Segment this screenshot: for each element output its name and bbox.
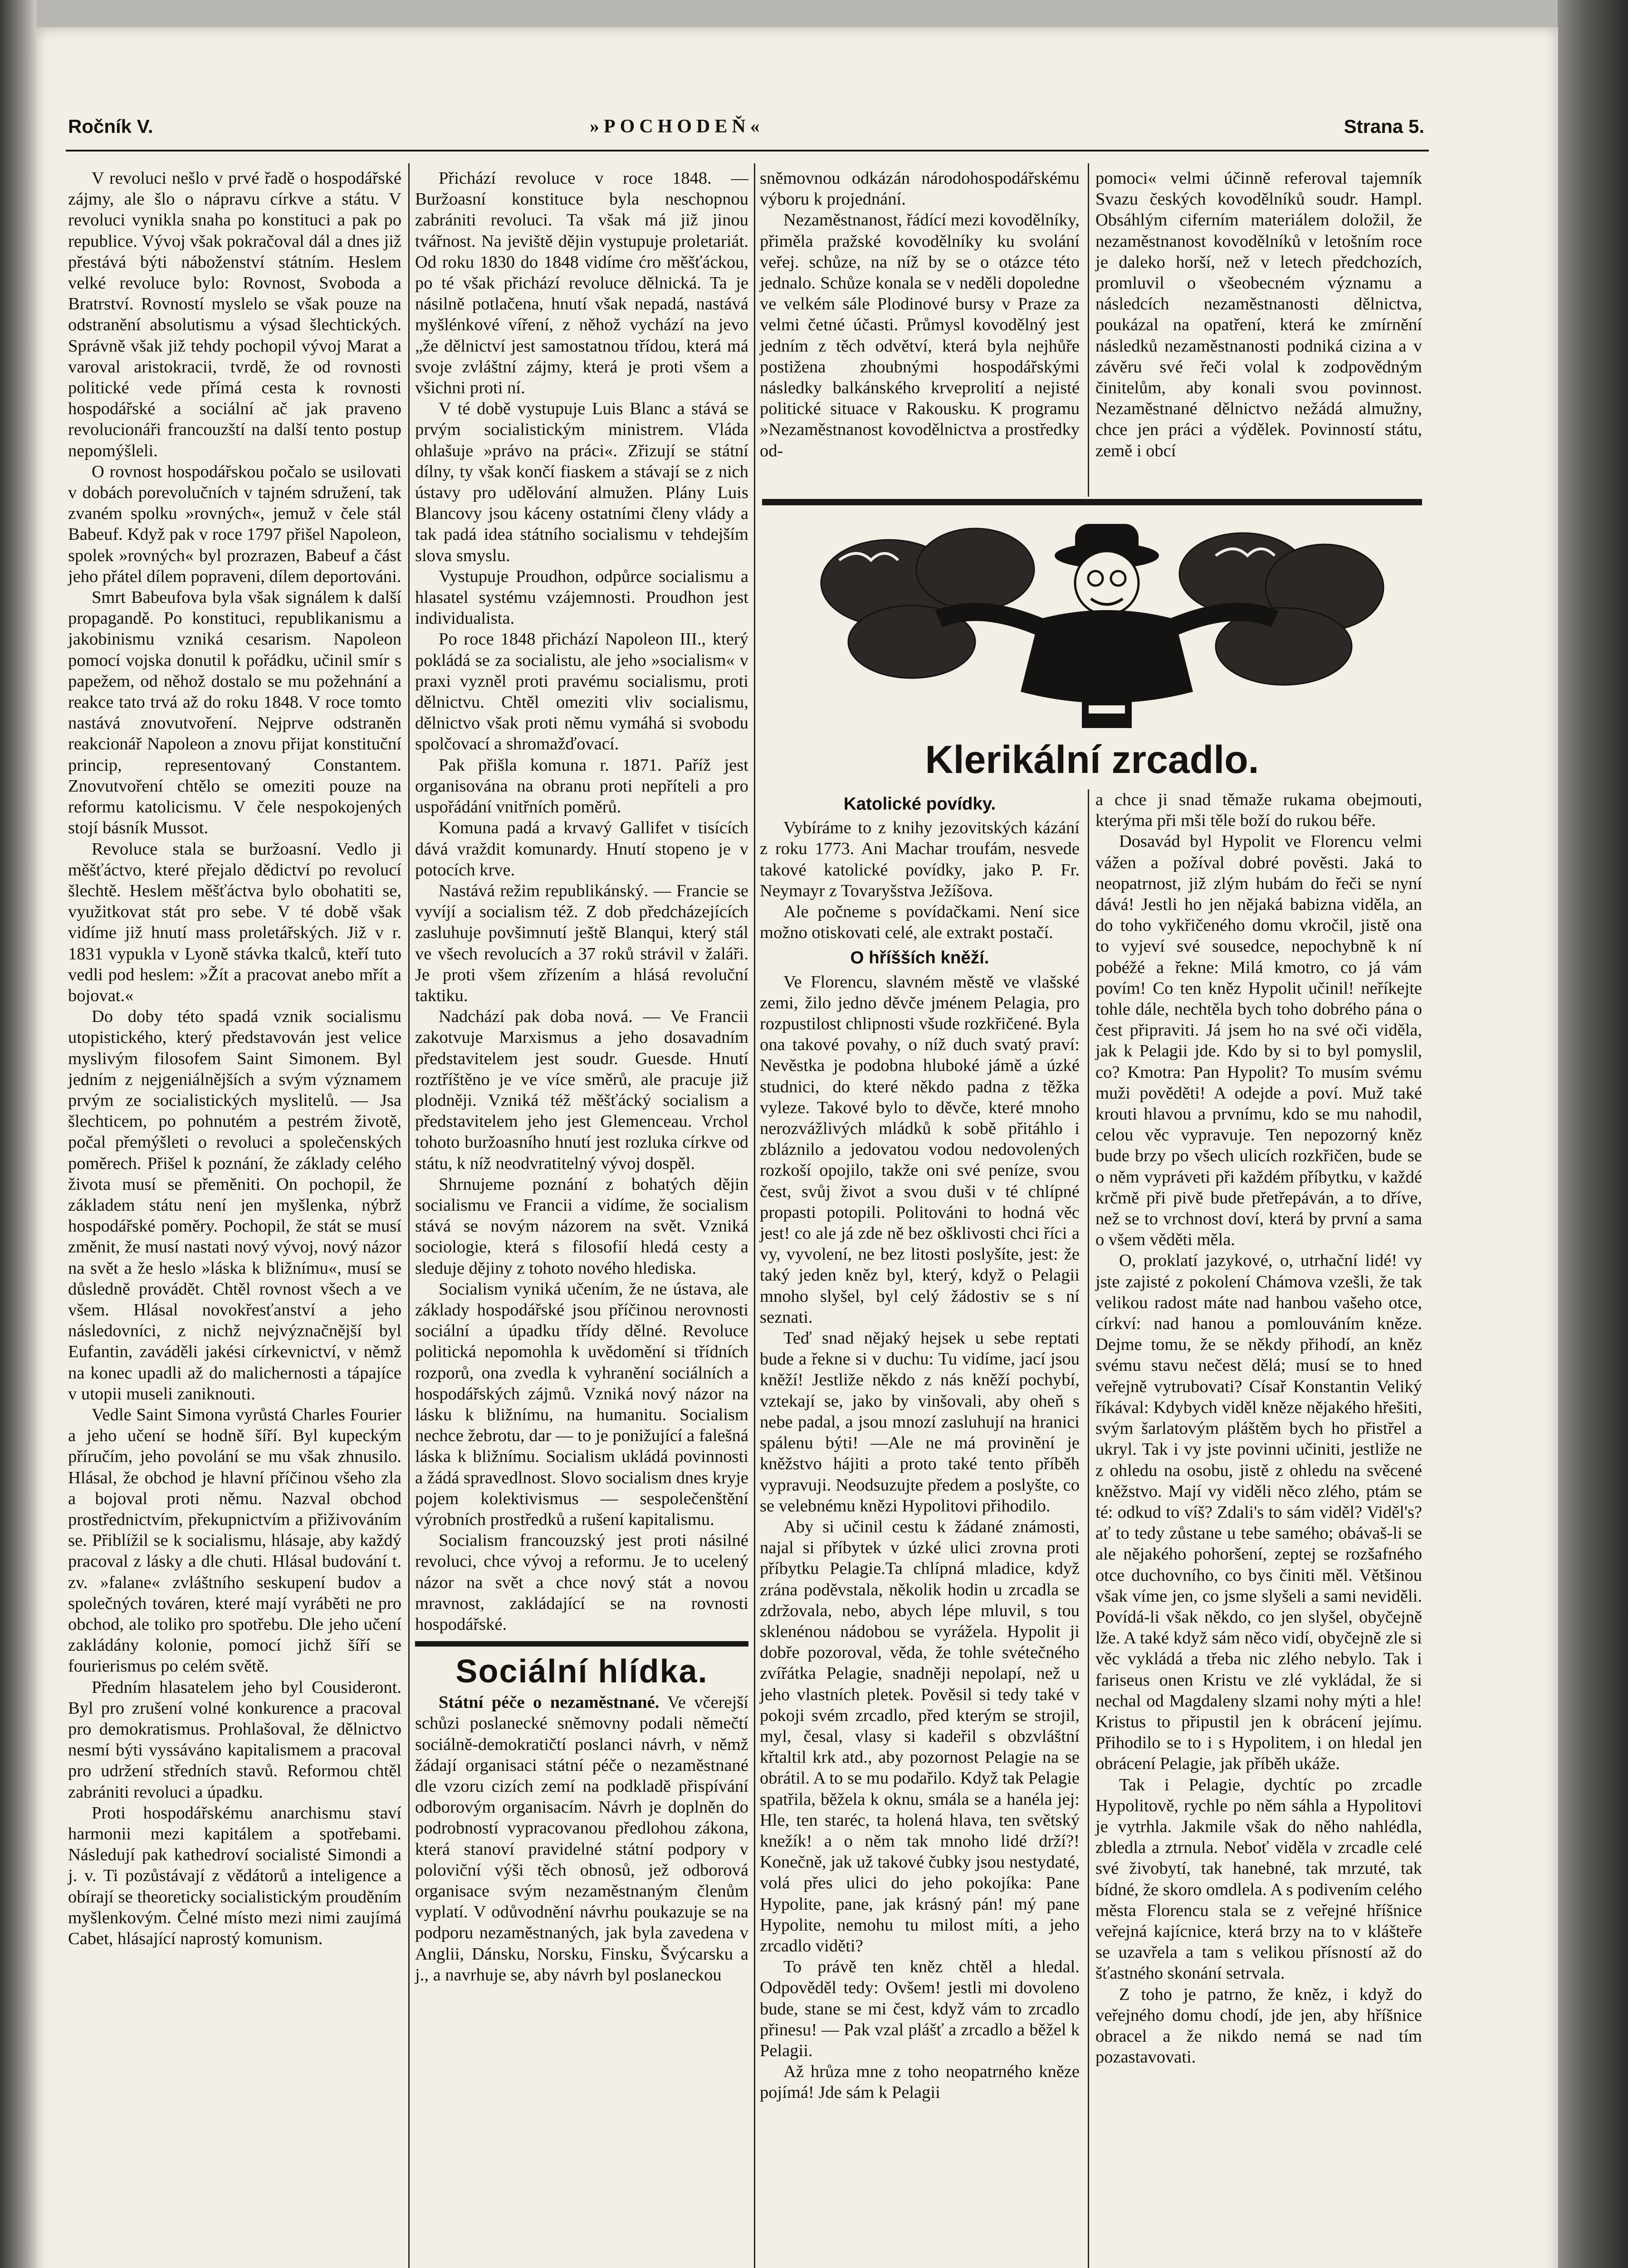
paragraph-text: Ve včerejší schůzi poslanecké sněmovny podali němečtí sociálně-demokratičtí poslanci návrh, v němž žádají organisaci státní péče o nezaměstnané dle vzoru cizích zemí na podkladě přispívání odborovým organisacím. Návrh je doplněn do podrobností vypracovanou předlohou zákona, která stanoví pravidelné státní podpory v poloviční výši těch obnosů, jež odborová organisace svým nezaměstnaným členům vyplatí. V odůvodnění návrhu poukazuje se na podporu nezaměstnaných, jak byla zavedena v Anglii, Dánsku, Norsku, Finsku, Švýcarsku a j., a navrhuje se, aby návrh byl poslaneckou xyxy=(415,1693,748,1984)
section-rule xyxy=(762,499,1422,505)
paragraph: Dosavád byl Hypolit ve Florencu velmi vážen a požíval dobré pověsti. Jaká to neopatrnost, již zlým hubám do řeči se nyní dává! Jestli ho jen nějaká babizna viděla, an do toho vykřičeného domu vkročil, jistě ona to vyjeví své sousedce, nepochybně k ní pobéžé a řekne: Milá kmotro, co já vám povím! Co ten kněz Hypolit učinil! neříkejte tohle dále, nechtěla bych toho dobrého pána o čest připraviti. Já jsem ho na své oči viděla, jak k Pelagii jde. Kdo by si to byl pomyslil, co? Kmotra: Pan Hypolit? To musím svému muži pověděti! A odejde a poví. Muž také krouti hlavou a prvnímu, kdo se mu nahodil, celou věc vypravuje. Ten nepozorný kněz bude brzy po všech ulicích rozkřičen, bude se o něm vypráveti při každém příbytku, v každé krčmě při pivě bude přetřepáván, a to dříve, než se to vrchnost doví, která by první a sama o všem věděti měla. xyxy=(1095,832,1422,1250)
story-title: O hříšších kněží. xyxy=(850,948,989,968)
story-column-3 xyxy=(760,789,1080,2103)
paragraph: Nadchází pak doba nová. — Ve Francii zakotvuje Marxismus a jeho dosavadním představitelem jest soudr. Guesde. Hnutí roztříštěno je ve více směrů, ale pracuje již plodněji. Vzniká též měšťácký socialism a představitelem jeho jest Glemenceau. Vrchol tohoto buržoasního hnutí jest rozluka církve od státu, k níž neodvratitelný vývoj dospěl. xyxy=(415,1007,748,1173)
column-divider xyxy=(1088,163,1089,497)
paragraph: Z toho je patrno, že kněz, i když do veřejného domu chodí, jde jen, aby hříšnice obracel a že nikdo nemá se nad tím pozastavovati. xyxy=(1095,1984,1422,2067)
paragraph: Teď snad nějaký hejsek u sebe reptati bude a řekne si v duchu: Tu vidíme, jací jsou kněží! Jestliže někdo z nás kněží pochybí, vztekají se, jako by vinšovali, aby oheň s nebe padal, a jsou mnozí zasluhují na hranici spálenu býti! —Ale ne má provinění je kněžstvo hájiti a proto také tento příběh vypravuji. Neodsuzujte předem a poslyšte, co se velebnému knězi Hypolitovi přihodilo. xyxy=(760,1329,1080,1515)
paragraph: Aby si učinil cestu k žádané známosti, najal si příbytek v úzké ulici zrovna proti příbytku Pelagie.Ta chlípná mladice, když zrána poděvstala, několik hodin u zrcadla se zdržovala, nebo, abych lépe mluvil, s tou sklenénou nádobou se vyrážela. Hypolit ji dobře pozoroval, věda, že tohle svétečného zvířátka Pelagie, snadněji nepolapí, než u jeho vlastních pletek. Pověsil si tedy také v pokoji svém zrcadlo, před kterým se strojil, myl, česal, vlasy si kadeřil s obzvláštní křtaltil krk atd., aby pozornost Pelagie na se obrátil. A to se mu podařilo. Když tak Pelagie spatřila, běžela k oknu, smála se a hanéla jej: Hle, ten staréc, ta holená hlava, ten světský knežík! a o něm tak mnoho lidé drží?! Konečně, jak už takové čubky jsou nestydaté, volá přes ulici do jeho pokojíka: Pane Hypolite, pane, jak krásný pán! mý pane Hypolite, nemohu tu milost míti, a jeho zrcadlo viděti? xyxy=(760,1517,1080,1955)
paragraph: Ale počneme s povídačkami. Není sice možno otiskovati celé, ale extrakt postačí. xyxy=(760,902,1080,943)
column-divider xyxy=(1088,789,1089,2268)
article-column-2 xyxy=(415,168,748,1985)
news-column-3 xyxy=(760,168,1080,461)
column-divider xyxy=(754,163,755,2268)
page-header xyxy=(68,116,1424,143)
section-title-socialni-hlidka: Sociální hlídka. xyxy=(455,1653,708,1690)
paragraph: Po roce 1848 přichází Napoleon III., který pokládá se za socialistu, ale jeho »socialism« v praxi vyzněl proti pravému socialismu, proti dělnictvu. Chtěl omeziti vliv socialismu, dělnictvo však proti němu vymáhá si svobodu spolčovací a shromažďovací. xyxy=(415,630,748,754)
paragraph: To právě ten kněz chtěl a hledal. Odpověděl tedy: Ovšem! jestli mi dovoleno bude, stane se mi čest, když vám to zrcadlo přinesu! — Pak vzal plášť a zrcadlo a běžel k Pelagii. xyxy=(760,1957,1080,2060)
paragraph: Tak i Pelagie, dychtíc po zrcadle Hypolitově, rychle po něm sáhla a Hypolitovi je vytrhla. Jakmile však do něho nahlédla, zbledla a ztrnula. Neboť viděla v zrcadle celé své živobytí, tak hanebné, tak mrzuté, tak bídné, že skoro omdlela. A s podivením celého města Florencu stala se z veřejné hříšnice veřejná kajícnice, která brzy na to v klášteře se uzavřela a tam s velikou přísností až do šťastného skonání setrvala. xyxy=(1095,1775,1422,1983)
paragraph xyxy=(415,1692,748,1985)
paragraph: V té době vystupuje Luis Blanc a stává se prvým socialistickým ministrem. Vláda ohlašuje »právo na práci«. Zřizují se státní dílny, ty však končí fiaskem a stávají se z nich ústavy pro udělování almužen. Plány Luis Blancovy jsou káceny ostatními členy vlády a tak padá idea státního socialismu v tehdejším slova smyslu. xyxy=(415,399,748,565)
paragraph: pomoci« velmi účinně referoval tajemník Svazu českých kovodělníků soudr. Hampl. Obsáhlým ciferním materiálem doložil, že nezaměstnanost kovodělníků v letošním roce je daleko horší, než v letech předchozích, promluvil o všeobecném významu a následcích nezaměstnanosti dělnictva, poukázal na opatření, která ke zmírnění následků nezaměstnanosti podniká cizina a v závěru své řeči volal k zodpovědným činitelům, aby konali svou povinnost. Nezaměstnané dělnictvo nežádá almužny, chce jen práci a výdělek. Povinností státu, země i obcí xyxy=(1095,169,1422,460)
paragraph: Nezaměstnanost, řádící mezi kovodělníky, přiměla pražské kovodělníky ku svolání veřej. schůze, na níž by se o otázce této jednalo. Schůze konala se v neděli dopoledne ve velkém sále Plodinové bursy v Praze za velmi četné účasti. Průmysl kovodělný jest jedním z těch odvětví, která byla nejhůře postižena zhoubnými hospodářskými následky balkánského krveprolití a nejisté politické situace v Rakousku. K programu »Nezaměstnanost kovodělnictva a prostředky od- xyxy=(760,210,1080,460)
scan-edge-left xyxy=(0,0,36,2268)
paragraph: Socialism francouzský jest proti násilné revoluci, chce vývoj a reformu. Je to ucelený názor na svět a chce nový stát a novou mravnost, zakládající se na rovnosti hospodářské. xyxy=(415,1531,748,1634)
paragraph: Ve Florencu, slavném městě ve vlašské zemi, žilo jedno děvče jménem Pelagia, pro rozpustilost chlipnosti všude rozkřičené. Byla ona takové povahy, o níž duch svatý praví: Nevěstka je podobna hluboké jámě a úzké studnici, do které někdo padna z těžka vyleze. Takové bylo to děvče, které mnoho nerozvážlivých mládků k sobě přitáhlo i zbláznilo a jedovatou vodou nedovolených rozkoší opojilo, takže oni své peníze, svou čest, svůj život a svou duši v té chlípné propasti potopili. Politováni to hodná věc jest! co ale já zde ně bez ošklivosti chci říci a vy, vyvolení, ne bez litosti poslyšíte, jest: že taký jeden kněz byl, který, když o Pelagii mnoho slyšel, byl celý žádostiv se s ní seznati. xyxy=(760,972,1080,1327)
subsection-title: Katolické povídky. xyxy=(843,794,996,814)
paragraph: V revoluci nešlo v prvé řadě o hospodářské zájmy, ale šlo o nápravu církve a státu. V revoluci vynikla snaha po konstituci a pak po republice. Vývoj však pokračoval dál a dnes již přestává býti náboženství státním. Heslem velké revoluce bylo: Rovnost, Svoboda a Bratrství. Rovností myslelo se však pouze na odstranění absolutismu a výsad šlechtických. Správně však již tehdy pochopil vývoj Marat a varoval aristokracii, tvrdě, že od rovnosti politické vede přímá cesta k rovnosti hospodářské a sociální ač jak praveno revolucionáři francouzští na další tento postup nepomýšleli. xyxy=(68,169,401,460)
paragraph: O, proklatí jazykové, o, utrhační lidé! vy jste zajisté z pokolení Chámova vzešli, že tak velikou radost máte nad hanbou vašeho otce, církví: nad hanou a pomlouváním kněze. Dejme tomu, že se někdy přihodí, an kněz svému stavu nečest dělá; musí se to hned veřejně vytrubovati? Císař Konstantin Veliký říkával: Kdybych viděl kněze nějakého hřešiti, svým šarlatovým pláštěm bych ho přistřel a ukryl. Tak i vy jste povinni učiniti, jestliže ne z ohledu na osobu, jistě z ohledu na svěcené kněžstvo. Mají vy viděli něco zlého, ptám se té: odkud to víš? Zdali's to sám viděl? Viděl's? ať to tedy zůstane u tebe samého; obávaš-li se ale nějakého pohoršení, zeptej se rozšafného otce duchovního, co bys činiti měl. Většinou však víme jen, co jsme slyšeli a sami neviděli. Povídá-li však někdo, co jen slyšel, obyčejně lže. A také když sám něco vidí, obyčejně zle si věc vykládá a třeba nic zlého nebylo. Tak i fariseus onen Kristu ve zlé vykládal, že si nechal od Magdaleny slzami nohy mýti a hle! Kristus to připustil jen k obrácení jejímu. Přihodilo se to i s Hypolitem, i on hledal jen obrácení Pelagie, jak příběh ukáže. xyxy=(1095,1251,1422,1774)
cartoon-illustration xyxy=(762,506,1424,733)
paragraph: a chce ji snad těmaže rukama obejmouti, kterýma při mši těle boží do rukou béře. xyxy=(1095,790,1422,831)
paragraph: Přichází revoluce v roce 1848. — Buržoasní konstituce byla neschopnou zabrániti revoluci. Ta však má již jinou tvářnost. Na jeviště dějin vystupuje proletariát. Od roku 1830 do 1848 vidíme ćro měšťáckou, po té však přichází revoluce dělnická. Ta je násilně potlačena, hnutí však nepadá, nastává myšlénkové víření, z něhož vychází na jevo „že dělnictví jest samostatnou třídou, která má svoje zvláštní zájmy, která je proti všem a všichni proti ní. xyxy=(415,169,748,398)
paragraph: Do doby této spadá vznik socialismu utopistického, který představován jest velice myslivým filosofem Saint Simonem. Byl jedním z nejgeniálnějších a svým významem prvým ze socialistických myslitelů. — Jsa šlechticem, po pohnutém a pestrém životě, počal přemýšleti o revoluci a společenských poměrech. Přišel k poznání, že základy celého života musí se přeměniti. On pochopil, že základem státu není jen myšlenka, nýbrž hospodářské poměry. Pochopil, že stát se musí změnit, že musí nastati nový vývoj, nový názor na svět a že heslo »láska k bližnímu«, musí se důsledně provádět. Chtěl rovnost všech a ve všem. Hlásal novokřesťanství a jeho následovníci, z nichž nejvýznačnější byl Eufantin, zaváděli jakési církevnictví, v němž na konec upadli až do malichernosti a tápajíce v utopii museli zaniknouti. xyxy=(68,1007,401,1403)
column-divider xyxy=(408,163,410,2268)
paragraph: Nastává režim republikánský. — Francie se vyvíjí a socialism též. Z dob předcházejících zasluhuje povšimnutí ještě Blanqui, který stál ve všech revolucích a 37 roků strávil v žaláři. Je proti všem zřízením a hlásá revoluční taktiku. xyxy=(415,881,748,1005)
volume-label: Ročník V. xyxy=(68,116,153,137)
scan-edge-right xyxy=(1558,0,1628,2268)
paragraph: Vystupuje Proudhon, odpůrce socialismu a hlasatel systému vzájemnosti. Proudhon jest individualista. xyxy=(415,567,748,628)
page-number: Strana 5. xyxy=(1344,116,1424,137)
paragraph: Až hrůza mne z toho neopatrného kněze pojímá! Jde sám k Pelagii xyxy=(760,2062,1080,2102)
paragraph: Pak přišla komuna r. 1871. Paříž jest organisována na obranu proti nepříteli a pro uspořádání vnitřních poměrů. xyxy=(415,755,748,817)
paragraph: Komuna padá a krvavý Gallifet v tisících dává vraždit komunardy. Hnutí stopeno je v potocích krve. xyxy=(415,818,748,880)
clergyman-cartoon-image xyxy=(762,506,1424,733)
paragraph: Vybíráme to z knihy jezovitských kázání z roku 1773. Ani Machar troufám, nesvede takové katolické povídky, jako P. Fr. Neymayr z Tovaryšstva Ježíšova. xyxy=(760,818,1080,900)
paper-title: »POCHODEŇ« xyxy=(590,116,764,137)
paragraph: Proti hospodářskému anarchismu staví harmonii mezi kapitálem a spotřebami. Následují pak kathedroví socialisté Simondi a j. v. Ti pozůstávají z vědátorů a inteligence a obírají se theoreticky socialistickým prouděním myšlenkovým. Čelné místo mezi nimi zaujímá Cabet, hlásající naprostý komunism. xyxy=(68,1803,401,1949)
header-rule xyxy=(66,150,1429,152)
paragraph: Revoluce stala se buržoasní. Vedlo ji měšťáctvo, které přejalo dědictví po revolucí šlechtě. Heslem měšťáctva bylo obohatiti se, využitkovat stát pro sebe. V té době však vidíme již hnutí mass proletářských. Již v r. 1831 vypukla v Lyoně stávka tkalců, kteří tuto vedli pod heslem: »Žít a pracovat anebo mřít a bojovat.« xyxy=(68,839,401,1005)
subsection-title: Státní péče o nezaměstnané. xyxy=(439,1693,660,1712)
story-column-4 xyxy=(1095,789,1422,2068)
paragraph: sněmovnou odkázán národohospodářskému výboru k projednání. xyxy=(760,169,1080,209)
paragraph: Socialism vyniká učením, že ne ústava, ale základy hospodářské jsou příčinou nerovnosti sociální a úpadku třídy dělné. Revoluce politická nepomohla k uvědomění si třídních rozporů, ona zvedla k vyhranění sociálních a hospodářských zájmů. Vzniká nový názor na lásku k bližnímu, na humanitu. Socialism nechce žebrotu, dar — to je ponižující a falešná láska k bližnímu. Socialism ukládá povinnosti a žádá spravedlnost. Slovo socialism dnes kryje pojem kolektivismus — sespolečenštění výrobních prostředků a rušení kapitalismu. xyxy=(415,1279,748,1529)
section-title-klerikalni-zrcadlo: Klerikální zrcadlo. xyxy=(925,738,1259,782)
paragraph: O rovnost hospodářskou počalo se usilovati v dobách porevolučních v tajném sdružení, tak zvaném spolku »rovných«, jemuž v čele stál Babeuf. Když pak v roce 1797 přišel Napoleon, spolek »rovných« byl prozrazen, Babeuf a část jeho přátel dílem popraveni, dílem deportováni. xyxy=(68,462,401,586)
paragraph: Shrnujeme poznání z bohatých dějin socialismu ve Francii a vidíme, že socialism stává se novým názorem na svět. Vzniká sociologie, která s filosofií hledá cesty a sleduje dějiny z tohoto nového hlediska. xyxy=(415,1174,748,1278)
news-column-4 xyxy=(1095,168,1422,461)
article-column-1 xyxy=(68,168,401,1949)
paragraph: Smrt Babeufova byla však signálem k další propagandě. Po konstituci, republikanismu a jakobinismu vzniká cesarism. Napoleon pomocí vojska donutil k pořádku, učinil smír s papežem, od něhož dostalo se mu požehnání a reakce tato trvá až do roku 1848. V roce tomto nastává znovutvoření. Nejprve odstraněn reakcionář Napoleon a znovu přijat konstituční princip, representovaný Constantem. Znovutvoření chtělo se omeziti pouze na reformu katolicismu. V čele nespokojených stojí básník Mussot. xyxy=(68,588,401,838)
section-rule xyxy=(415,1641,748,1647)
paragraph: Předním hlasatelem jeho byl Cousideront. Byl pro zrušení volné konkurence a pracoval pro demokratismus. Prohlašoval, že dělnictvo nesmí býti vyssáváno kapitalismem a pracoval pro udržení středních stavů. Reformou chtěl zabrániti revoluci a úpadku. xyxy=(68,1677,401,1802)
paragraph: Vedle Saint Simona vyrůstá Charles Fourier a jeho učení se hodně šíří. Byl kupeckým příručím, jeho povolání se mu však zhnusilo. Hlásal, že obchod je hlavní příčinou všeho zla a bojoval proti němu. Nazval obchod prostřednictvím, překupnictvím a přiživováním se. Přiblížil se k socialismu, hlásaje, aby každý pracoval z lásky a dle chuti. Hlásal budování t. zv. »falane« zvláštního seskupení budov a společných továren, které mají vyráběti ne pro obchod, ale toliko pro spotřebu. Dle jeho učení zakládány kolonie, pomocí jichž šíří se fourierismus po celém světě. xyxy=(68,1405,401,1676)
